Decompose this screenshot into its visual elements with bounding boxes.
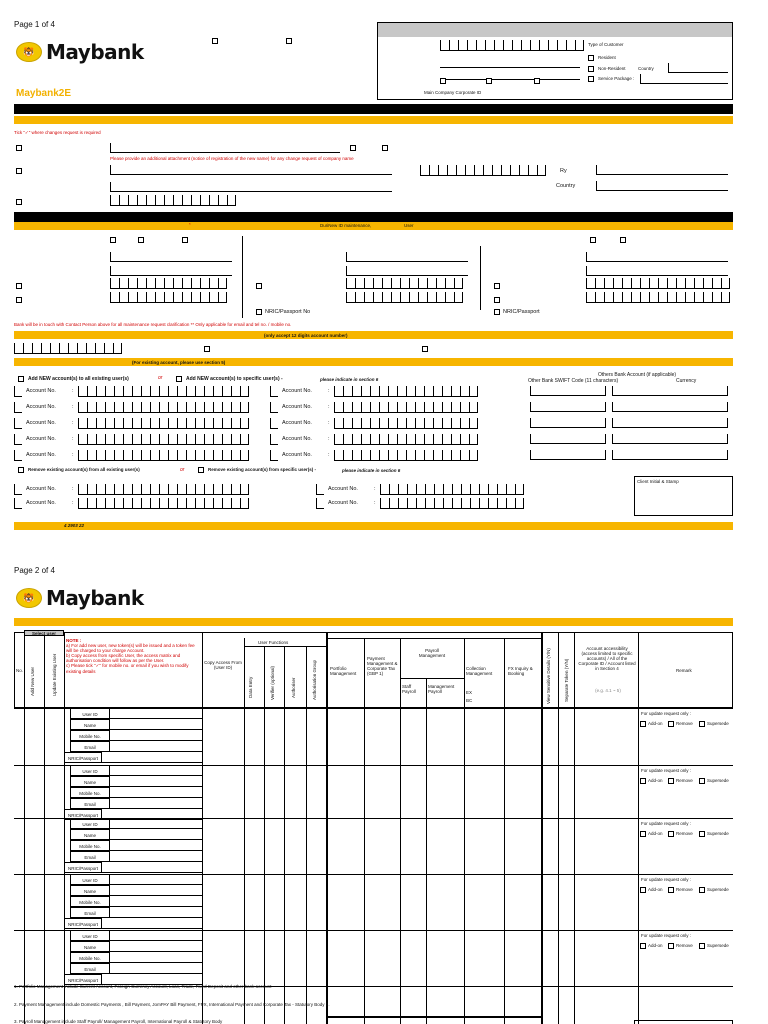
account-tick[interactable] — [270, 386, 278, 397]
resident-label: Resident — [598, 55, 616, 60]
account-no-label: Account No. — [282, 436, 312, 442]
row-line — [326, 638, 541, 639]
user-field-input[interactable] — [102, 752, 202, 763]
add-on-checkbox[interactable] — [640, 943, 646, 949]
user-field-label: Name — [70, 885, 110, 896]
note-box — [66, 638, 200, 674]
management-payroll-header: Management Payroll — [428, 684, 455, 694]
user-field-input[interactable] — [110, 829, 202, 840]
user-field-label: NRIC/Passport — [64, 752, 102, 763]
swift-field[interactable] — [530, 418, 606, 428]
view-sensitive-header: View Sensitive Details (Y/N) — [546, 648, 551, 704]
account-tick[interactable] — [14, 498, 22, 509]
fx-header: FX Inquiry & Booking — [508, 666, 533, 676]
colon: : — [328, 388, 330, 394]
remove-label: Remove — [676, 887, 693, 892]
checkbox[interactable] — [16, 145, 22, 151]
update-only-label: For update request only : — [641, 877, 692, 882]
col-line — [70, 930, 71, 974]
remove-label: Remove — [676, 778, 693, 783]
tick-note: Tick "✓" where changes request is required — [14, 130, 101, 135]
user-field-label: Mobile No. — [70, 896, 110, 907]
swift-label: Other Bank SWIFT Code (11 characters) — [528, 378, 619, 384]
user-field-input[interactable] — [102, 918, 202, 929]
col-line — [70, 818, 71, 862]
account-no-label: Account No. — [26, 388, 56, 394]
address-field[interactable] — [110, 165, 392, 175]
update-only-label: For update request only : — [641, 711, 692, 716]
section-bar — [14, 618, 733, 626]
tiger-icon: 🐯 — [16, 42, 42, 62]
currency-field[interactable] — [612, 418, 728, 428]
add-on-checkbox[interactable] — [640, 887, 646, 893]
colon: : — [72, 436, 74, 442]
colon: : — [328, 436, 330, 442]
maybank-logo — [16, 586, 144, 610]
account-no-label: Account No. — [26, 420, 56, 426]
account-no-label: Account No. — [26, 500, 56, 506]
swift-field[interactable] — [530, 450, 606, 460]
user-field-label: User ID — [70, 874, 110, 885]
account-number-field[interactable] — [334, 386, 478, 397]
currency-field[interactable] — [612, 386, 728, 396]
checkbox[interactable] — [494, 297, 500, 303]
id-field[interactable] — [346, 292, 463, 303]
supersede-label: Supersede — [707, 887, 729, 892]
phone-field[interactable] — [110, 278, 227, 289]
remove-specific-checkbox[interactable] — [198, 467, 204, 473]
existing-account-note: (For existing account, please use section 5) — [132, 360, 226, 365]
stamp-box-top — [634, 1020, 733, 1024]
supersede-label: Supersede — [707, 721, 729, 726]
checkbox[interactable] — [494, 283, 500, 289]
account-tick[interactable] — [270, 450, 278, 461]
remove-label: Remove — [676, 721, 693, 726]
remove-specific-note: please indicate in section 6 — [342, 468, 401, 473]
user-field-label: Email — [70, 741, 110, 752]
currency-field[interactable] — [612, 434, 728, 444]
user-field-label: NRIC/Passport — [64, 918, 102, 929]
portfolio-header: Portfolio Management — [330, 666, 357, 676]
user-field-input[interactable] — [110, 874, 202, 885]
account-number-field[interactable] — [334, 402, 478, 413]
remove-checkbox[interactable] — [668, 943, 674, 949]
divider — [480, 246, 481, 310]
checkbox[interactable] — [440, 78, 446, 84]
user-field-input[interactable] — [110, 765, 202, 776]
phone-field[interactable] — [110, 195, 236, 206]
checkbox[interactable] — [204, 346, 210, 352]
section-bar — [14, 116, 733, 124]
checkbox[interactable] — [590, 237, 596, 243]
swift-field[interactable] — [530, 434, 606, 444]
swift-field[interactable] — [530, 402, 606, 412]
colon: : — [72, 486, 74, 492]
account-no-label: Account No. — [328, 486, 358, 492]
id-field[interactable] — [110, 292, 227, 303]
row-line — [244, 646, 326, 647]
payroll-header: Payroll Management — [418, 648, 446, 658]
copy-access-header: Copy Access From (User ID) — [204, 660, 242, 670]
non-resident-checkbox[interactable] — [588, 66, 594, 72]
corporate-id-field[interactable] — [440, 40, 584, 51]
maybank-logo — [16, 40, 144, 64]
account-access-example: (e.g. 4.1 ~ 5) — [595, 688, 621, 693]
account-no-label: Account No. — [282, 452, 312, 458]
user-field-input[interactable] — [110, 885, 202, 896]
user-field-input[interactable] — [110, 708, 202, 719]
supersede-checkbox[interactable] — [699, 778, 705, 784]
user-label: User — [404, 223, 414, 228]
swift-field[interactable] — [530, 386, 606, 396]
supersede-label: Supersede — [707, 831, 729, 836]
checkbox[interactable] — [16, 199, 22, 205]
user-field-input[interactable] — [110, 787, 202, 798]
account-number-field[interactable] — [78, 418, 249, 429]
form-code: 4 2903 22 — [64, 523, 85, 528]
nric-passport-label: NRIC/Passport — [503, 309, 540, 315]
tiger-icon: 🐯 — [16, 588, 42, 608]
collection-header: Collection Management — [466, 666, 493, 676]
user-field-label: Email — [70, 798, 110, 809]
checkbox[interactable] — [382, 145, 388, 151]
add-on-label: Add-on — [648, 943, 663, 948]
currency-field[interactable] — [612, 450, 728, 460]
user-field-label: Email — [70, 907, 110, 918]
account-no-label: Account No. — [282, 388, 312, 394]
line-field[interactable] — [440, 58, 580, 68]
remove-specific-label: Remove existing account(s) from specific user(s) - — [208, 467, 317, 472]
supersede-label: Supersede — [707, 778, 729, 783]
add-on-label: Add-on — [648, 831, 663, 836]
remove-label: Remove — [676, 943, 693, 948]
account-number-field[interactable] — [78, 450, 249, 461]
add-on-checkbox[interactable] — [640, 831, 646, 837]
account-tick[interactable] — [270, 402, 278, 413]
user-field-input[interactable] — [110, 952, 202, 963]
footnote-1: 1. Portfolio Management include Current Account, Foreign Currency Account, Loan, Trade, Fixed Deposit and other bank account — [14, 984, 272, 989]
client-initial-label: Client Initial & Stamp — [637, 479, 679, 484]
account-tick[interactable] — [14, 450, 22, 461]
phone-field[interactable] — [586, 278, 730, 289]
note-a: a) For add new user, new token(s) will be issued and a token fee will be charged to your charge Account. — [66, 643, 195, 653]
country-label: Country — [556, 183, 576, 189]
checkbox[interactable] — [422, 346, 428, 352]
account-number-field[interactable] — [78, 484, 249, 495]
country-field[interactable] — [596, 181, 728, 191]
id-field[interactable] — [586, 292, 730, 303]
colon: : — [72, 420, 74, 426]
checkbox[interactable] — [138, 237, 144, 243]
service-package-label: Service Package : — [598, 76, 635, 81]
brand-name: Maybank — [46, 586, 144, 610]
user-field-label: User ID — [70, 765, 110, 776]
note-b: b) Copy access from specific User, the access matrix and authorisation condition will follow as per the User. — [66, 653, 181, 663]
update-only-label: For update request only : — [641, 933, 692, 938]
user-field-input[interactable] — [110, 776, 202, 787]
phone-field[interactable] — [346, 278, 463, 289]
account-no-label: Account No. — [328, 500, 358, 506]
user-field-input[interactable] — [110, 741, 202, 752]
payment-header: Payment Management & Corporate Tax (GBP 1) — [367, 656, 398, 676]
contact-note: Bank will be in touch with Contact Person above for all maintenance request clarification ** Only applicable for email and tel no. / mobile no. — [14, 322, 292, 327]
account-tick[interactable] — [14, 386, 22, 397]
ex-header: EX — [466, 690, 473, 695]
update-only-label: For update request only : — [641, 821, 692, 826]
account-number-field[interactable] — [334, 418, 478, 429]
dual-role-label: DuriNew ID maintenance, — [320, 223, 372, 228]
account-number-field[interactable] — [78, 434, 249, 445]
account-tick[interactable] — [316, 484, 324, 495]
account-tick[interactable] — [14, 402, 22, 413]
account-number-field[interactable] — [380, 484, 524, 495]
remove-all-label: Remove existing account(s) from all existing user(s) — [28, 467, 140, 472]
user-field-label: NRIC/Passport — [64, 974, 102, 985]
colon: : — [72, 452, 74, 458]
colon: : — [72, 500, 74, 506]
section-bar — [14, 331, 733, 339]
brand-name: Maybank — [46, 40, 144, 64]
authoriser-header: Authoriser — [291, 677, 296, 698]
checkbox[interactable] — [286, 38, 292, 44]
colon: : — [328, 420, 330, 426]
page-number: Page 1 of 4 — [14, 20, 55, 29]
supersede-label: Supersede — [707, 943, 729, 948]
section-bar — [14, 222, 733, 230]
resident-checkbox[interactable] — [588, 55, 594, 61]
others-bank-label: Others Bank Account (if applicable) — [598, 372, 677, 378]
account-no-label: Account No. — [26, 436, 56, 442]
remove-checkbox[interactable] — [668, 887, 674, 893]
account-tick[interactable] — [14, 418, 22, 429]
colon: : — [72, 404, 74, 410]
account-no-label: Account No. — [26, 486, 56, 492]
postcode-field[interactable] — [420, 165, 546, 176]
asterisk: * — [189, 222, 191, 227]
add-on-checkbox[interactable] — [640, 721, 646, 727]
section-bar — [14, 212, 733, 222]
account-number-field[interactable] — [78, 498, 249, 509]
supersede-checkbox[interactable] — [699, 943, 705, 949]
checkbox[interactable] — [16, 168, 22, 174]
account-number-field[interactable] — [334, 450, 478, 461]
no-header: No. — [16, 668, 24, 673]
attachment-note: Please provide an additional attachment (notice of registration of the new name) for any change request of company name — [110, 156, 354, 161]
supersede-checkbox[interactable] — [699, 887, 705, 893]
bc-header: BC — [466, 698, 473, 703]
account-tick[interactable] — [14, 434, 22, 445]
checkbox[interactable] — [620, 237, 626, 243]
add-specific-checkbox[interactable] — [176, 376, 182, 382]
account-no-label: Account No. — [282, 404, 312, 410]
colon: : — [328, 452, 330, 458]
currency-label: Currency — [676, 378, 697, 384]
section-bar — [14, 522, 733, 530]
add-on-checkbox[interactable] — [640, 778, 646, 784]
checkbox[interactable] — [110, 237, 116, 243]
contact-field[interactable] — [586, 266, 728, 276]
page-number: Page 2 of 4 — [14, 566, 55, 575]
user-field-input[interactable] — [102, 862, 202, 873]
ry-label: Ry — [560, 168, 567, 174]
footnote-2: 2. Payment Management include Domestic Payments , Bill Payment, JomPAY Bill Payment, FPX, International Payment and Corporate Tax - Statutory Body 1. — [14, 1002, 330, 1007]
accept-12-note: (only accept 12 digits account number) — [264, 333, 348, 338]
user-field-input[interactable] — [110, 907, 202, 918]
account-access-header: Account accessibility (access limited to specific accounts) / All of the Corporate ID / Account listed in Section 4 — [578, 646, 636, 671]
user-field-input[interactable] — [110, 851, 202, 862]
col-line — [70, 874, 71, 918]
user-field-input[interactable] — [110, 719, 202, 730]
verifier-header: Verifier (optional) — [270, 665, 275, 700]
user-field-label: Name — [70, 941, 110, 952]
user-field-input[interactable] — [110, 840, 202, 851]
colon: : — [374, 500, 376, 506]
type-of-customer-label: Type of Customer — [588, 42, 624, 47]
contact-field[interactable] — [346, 266, 468, 276]
user-field-label: Email — [70, 851, 110, 862]
user-field-input[interactable] — [110, 941, 202, 952]
divider — [242, 236, 243, 318]
update-existing-user-header: Update Existing User — [52, 653, 57, 696]
add-all-checkbox[interactable] — [18, 376, 24, 382]
city-field[interactable] — [596, 165, 728, 175]
user-field-input[interactable] — [110, 963, 202, 974]
user-field-input[interactable] — [110, 730, 202, 741]
non-resident-label: Non-Resident — [598, 66, 626, 71]
product-name: Maybank2E — [16, 88, 72, 99]
user-field-input[interactable] — [110, 818, 202, 829]
checkbox[interactable] — [494, 309, 500, 315]
account-number-field[interactable] — [334, 434, 478, 445]
remove-checkbox[interactable] — [668, 778, 674, 784]
contact-field[interactable] — [110, 252, 232, 262]
account-number-field[interactable] — [14, 343, 122, 354]
user-field-label: User ID — [70, 930, 110, 941]
colon: : — [72, 388, 74, 394]
separate-token-header: Separate Token (Y/N) — [564, 658, 569, 702]
user-field-label: NRIC/Passport — [64, 862, 102, 873]
nric-passport-no-label: NRIC/Passport No — [265, 309, 311, 315]
user-functions-header: User Functions — [258, 640, 289, 645]
line-field[interactable] — [440, 70, 580, 80]
add-on-label: Add-on — [648, 887, 663, 892]
colon: : — [328, 404, 330, 410]
user-field-label: User ID — [70, 818, 110, 829]
service-package-field[interactable] — [640, 74, 728, 84]
account-number-field[interactable] — [78, 386, 249, 397]
account-no-label: Account No. — [26, 452, 56, 458]
user-field-label: Mobile No. — [70, 787, 110, 798]
remove-label: Remove — [676, 831, 693, 836]
user-field-label: Name — [70, 776, 110, 787]
user-field-label: NRIC/Passport — [64, 809, 102, 820]
remove-checkbox[interactable] — [668, 831, 674, 837]
customer-box-header — [378, 23, 732, 37]
user-field-input[interactable] — [110, 896, 202, 907]
account-tick[interactable] — [14, 484, 22, 495]
account-tick[interactable] — [316, 498, 324, 509]
supersede-checkbox[interactable] — [699, 721, 705, 727]
contact-field[interactable] — [110, 266, 232, 276]
account-number-field[interactable] — [380, 498, 524, 509]
account-no-label: Account No. — [282, 420, 312, 426]
contact-field[interactable] — [586, 252, 728, 262]
user-field-label: Email — [70, 963, 110, 974]
user-field-input[interactable] — [110, 798, 202, 809]
staff-payroll-header: Staff Payroll — [402, 684, 416, 694]
footnote-3: 3. Payroll Management include Staff Payroll/ Management Payroll, International Payroll & Statutory Body — [14, 1019, 223, 1024]
user-field-input[interactable] — [110, 930, 202, 941]
contact-field[interactable] — [346, 252, 468, 262]
add-specific-label: Add NEW account(s) to specific user(s) - — [186, 376, 283, 382]
section-bar — [14, 358, 733, 366]
checkbox[interactable] — [16, 283, 22, 289]
remove-checkbox[interactable] — [668, 721, 674, 727]
col-line — [70, 708, 71, 752]
checkbox[interactable] — [212, 38, 218, 44]
checkbox[interactable] — [182, 237, 188, 243]
add-on-label: Add-on — [648, 721, 663, 726]
note-c: c) Please tick "✓" for mobile no. or email if you wish to modify existing details — [66, 663, 189, 674]
remark-header: Remark — [676, 668, 692, 673]
account-tick[interactable] — [270, 434, 278, 445]
note-title: NOTE : — [66, 638, 82, 643]
main-company-id-label: Main Company Corporate ID — [424, 90, 482, 95]
supersede-checkbox[interactable] — [699, 831, 705, 837]
row-line — [400, 678, 464, 679]
company-name-field[interactable] — [110, 143, 340, 153]
service-package-checkbox[interactable] — [588, 76, 594, 82]
account-tick[interactable] — [270, 418, 278, 429]
section-bar — [14, 104, 733, 114]
checkbox[interactable] — [256, 283, 262, 289]
country-field[interactable] — [668, 63, 728, 73]
data-entry-header: Data Entry — [248, 676, 253, 698]
checkbox[interactable] — [16, 297, 22, 303]
currency-field[interactable] — [612, 402, 728, 412]
select-user-header: Select user — [24, 630, 64, 636]
user-field-label: User ID — [70, 708, 110, 719]
add-specific-note: please indicate in section 6 — [320, 377, 379, 382]
col-line — [70, 765, 71, 809]
checkbox[interactable] — [350, 145, 356, 151]
add-all-label: Add NEW account(s) to all existing user(s) — [28, 376, 129, 382]
or-label: or — [158, 375, 163, 381]
user-field-label: Name — [70, 719, 110, 730]
remove-all-checkbox[interactable] — [18, 467, 24, 473]
checkbox[interactable] — [256, 309, 262, 315]
update-only-label: For update request only : — [641, 768, 692, 773]
authorisation-group-header: Authorisation Group — [312, 659, 317, 700]
row-line — [326, 1016, 541, 1018]
user-field-label: Mobile No. — [70, 952, 110, 963]
colon: : — [374, 486, 376, 492]
country-label: Country — [638, 66, 654, 71]
add-new-user-header: Add New User — [30, 666, 35, 696]
address-field[interactable] — [110, 182, 392, 192]
user-field-label: Name — [70, 829, 110, 840]
account-number-field[interactable] — [78, 402, 249, 413]
add-on-label: Add-on — [648, 778, 663, 783]
user-field-label: Mobile No. — [70, 840, 110, 851]
or-label: or — [180, 467, 185, 473]
user-field-label: Mobile No. — [70, 730, 110, 741]
account-no-label: Account No. — [26, 404, 56, 410]
checkbox[interactable] — [486, 78, 492, 84]
client-stamp-box — [634, 476, 733, 516]
checkbox[interactable] — [534, 78, 540, 84]
